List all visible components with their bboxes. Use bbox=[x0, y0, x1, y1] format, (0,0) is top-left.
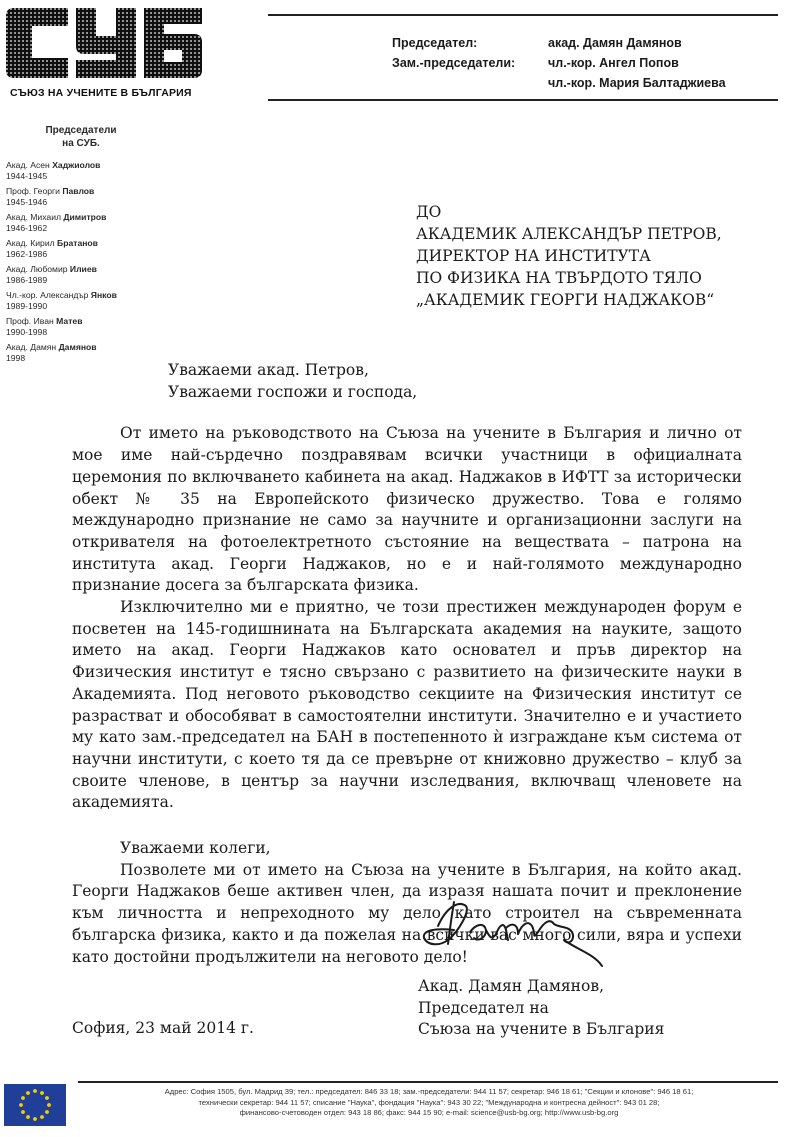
officer-row bbox=[392, 76, 772, 96]
chair-years: 1990-1998 bbox=[6, 327, 48, 337]
chair-title: Чл.-кор. Александър bbox=[6, 290, 89, 300]
footer-contact-info bbox=[78, 1087, 780, 1119]
chair-surname: Димитров bbox=[63, 212, 107, 222]
chair-surname: Дамянов bbox=[58, 342, 97, 352]
officers-block bbox=[392, 36, 772, 96]
chair-years: 1998 bbox=[6, 353, 26, 363]
chair-years: 1946-1962 bbox=[6, 223, 48, 233]
chair-surname: Илиев bbox=[69, 264, 97, 274]
chair-surname: Янков bbox=[90, 290, 117, 300]
eu-stars-icon bbox=[4, 1084, 66, 1126]
logo-caption: СЪЮЗ НА УЧЕНИТЕ В БЪЛГАРИЯ bbox=[10, 87, 192, 99]
addressee-line: „АКАДЕМИК ГЕОРГИ НАДЖАКОВ“ bbox=[416, 291, 715, 309]
letter-paragraph: От името на ръководството на Съюза на учените в България и лично от мое име най-сърдечно поздравявам всички участници в официалната церемония по включването кабинета на акад. Наджаков в ИФТТ за исторически обект № 35 на Европейското физическо дружество. Това е голямо международно признание не само за научните и организационни заслуги на откривателя на фотоелектретното състояние на веществата – патрона на института акад. Георги Наджаков, но е и най-голямото международно признание досега за българската физика. bbox=[72, 424, 742, 595]
chair-surname: Братанов bbox=[57, 238, 98, 248]
handwritten-signature bbox=[418, 888, 618, 976]
union-logo bbox=[6, 8, 202, 100]
sidebar-title-line: на СУБ. bbox=[62, 138, 100, 149]
sidebar-title-line: Председатели bbox=[45, 125, 117, 136]
chair-entry bbox=[6, 212, 156, 234]
salutation: Уважаеми акад. Петров, bbox=[168, 361, 369, 379]
chair-surname: Павлов bbox=[62, 186, 95, 196]
officer-row bbox=[392, 56, 772, 76]
officer-name: акад. Дамян Дамянов bbox=[548, 36, 682, 50]
place-and-date: София, 23 май 2014 г. bbox=[72, 1019, 254, 1037]
logo-mark bbox=[6, 8, 202, 84]
chair-entry bbox=[6, 264, 156, 286]
letter-body bbox=[72, 360, 742, 968]
chair-title: Акад. Дамян bbox=[6, 342, 57, 352]
chair-years: 1944-1945 bbox=[6, 171, 48, 181]
officer-row bbox=[392, 36, 772, 56]
signer-position: Съюза на учените в България bbox=[418, 1020, 665, 1038]
letter-paragraph: Позволете ми от името на Съюза на учените в България, на който акад. Георги Наджаков беше активен член, да изразя нашата почит и преклонение към личността и непреходното му дело като строител на съвременната българска физика, както и да пожелая на всички вас много сили, вяра и успехи като достойни продължители на неговото дело! bbox=[72, 860, 742, 966]
footer-line: финансово-счетоводен отдел: 943 18 86; факс: 944 15 90; e-mail: science@usb-bg.org; http://www.usb-bg.org bbox=[239, 1108, 619, 1117]
footer-line: технически секретар: 944 11 57; списание "Наука", фондация "Наука": 943 30 22; "Международна и контресна дейност": 943 01 28; bbox=[198, 1097, 660, 1107]
sidebar-title bbox=[6, 124, 156, 150]
footer-line: Адрес: София 1505, бул. Мадрид 39; тел.: председател: 846 33 18; зам.-председатели: 944 11 57; секретар: 946 18 61; "Секции и клонове": 946 18 61; bbox=[164, 1087, 694, 1096]
chair-entry bbox=[6, 186, 156, 208]
addressee-line: ДИРЕКТОР НА ИНСТИТУТА bbox=[416, 247, 651, 265]
officer-name: чл.-кор. Мария Балтаджиева bbox=[548, 76, 726, 90]
letter-paragraph: Изключително ми е приятно, че този престижен международен форум е посветен на 145-годишнината на Българската академия на науките, защото името на акад. Георги Наджаков като основател и пръв директор на Физическия институт е тясно свързано с развитието на физическите науки в Академията. Под неговото ръководство секциите на Физическия институт се разрастват и обособяват в самостоятелни институти. Значително е и участието му като зам.-председател на БАН в постепенното ѝ изграждане към система от научни институти, с което тя да се превърне от книжовно дружество – клуб за своите членове, в център за научни изследвания, включващ членовете на академията. bbox=[72, 598, 742, 812]
chair-entry bbox=[6, 238, 156, 260]
chair-years: 1945-1946 bbox=[6, 197, 48, 207]
officer-role: Зам.-председатели: bbox=[392, 56, 516, 70]
chair-title: Акад. Асен bbox=[6, 160, 50, 170]
salutation: Уважаеми колеги, bbox=[120, 839, 271, 858]
chair-surname: Матев bbox=[56, 316, 83, 326]
signer-position: Председател на bbox=[418, 998, 549, 1017]
chair-title: Акад. Михаил bbox=[6, 212, 62, 222]
chair-title: Акад. Кирил bbox=[6, 238, 55, 248]
officer-role: Председател: bbox=[392, 36, 478, 50]
footer-rule bbox=[78, 1081, 778, 1083]
header-rule-top bbox=[268, 14, 778, 16]
chair-years: 1986-1989 bbox=[6, 275, 48, 285]
addressee-block bbox=[416, 201, 722, 311]
signer-name: Акад. Дамян Дамянов, bbox=[418, 977, 604, 995]
addressee-line: ДО bbox=[416, 203, 442, 221]
chair-years: 1962-1986 bbox=[6, 249, 48, 259]
chair-entry bbox=[6, 160, 156, 182]
past-chairs-sidebar bbox=[6, 124, 156, 368]
chair-years: 1989-1990 bbox=[6, 301, 48, 311]
chair-entry bbox=[6, 290, 156, 312]
header-rule-bottom bbox=[268, 99, 778, 101]
signer-block bbox=[418, 976, 664, 1041]
salutation: Уважаеми госпожи и господа, bbox=[168, 382, 418, 401]
chair-surname: Хаджиолов bbox=[52, 160, 101, 170]
addressee-line: АКАДЕМИК АЛЕКСАНДЪР ПЕТРОВ, bbox=[416, 225, 722, 243]
eu-flag-icon bbox=[4, 1084, 66, 1126]
addressee-line: ПО ФИЗИКА НА ТВЪРДОТО ТЯЛО bbox=[416, 269, 702, 287]
chair-entry bbox=[6, 316, 156, 338]
chair-title: Проф. Георги bbox=[6, 186, 60, 196]
officer-name: чл.-кор. Ангел Попов bbox=[548, 56, 679, 70]
chair-title: Проф. Иван bbox=[6, 316, 54, 326]
chair-title: Акад. Любомир bbox=[6, 264, 68, 274]
